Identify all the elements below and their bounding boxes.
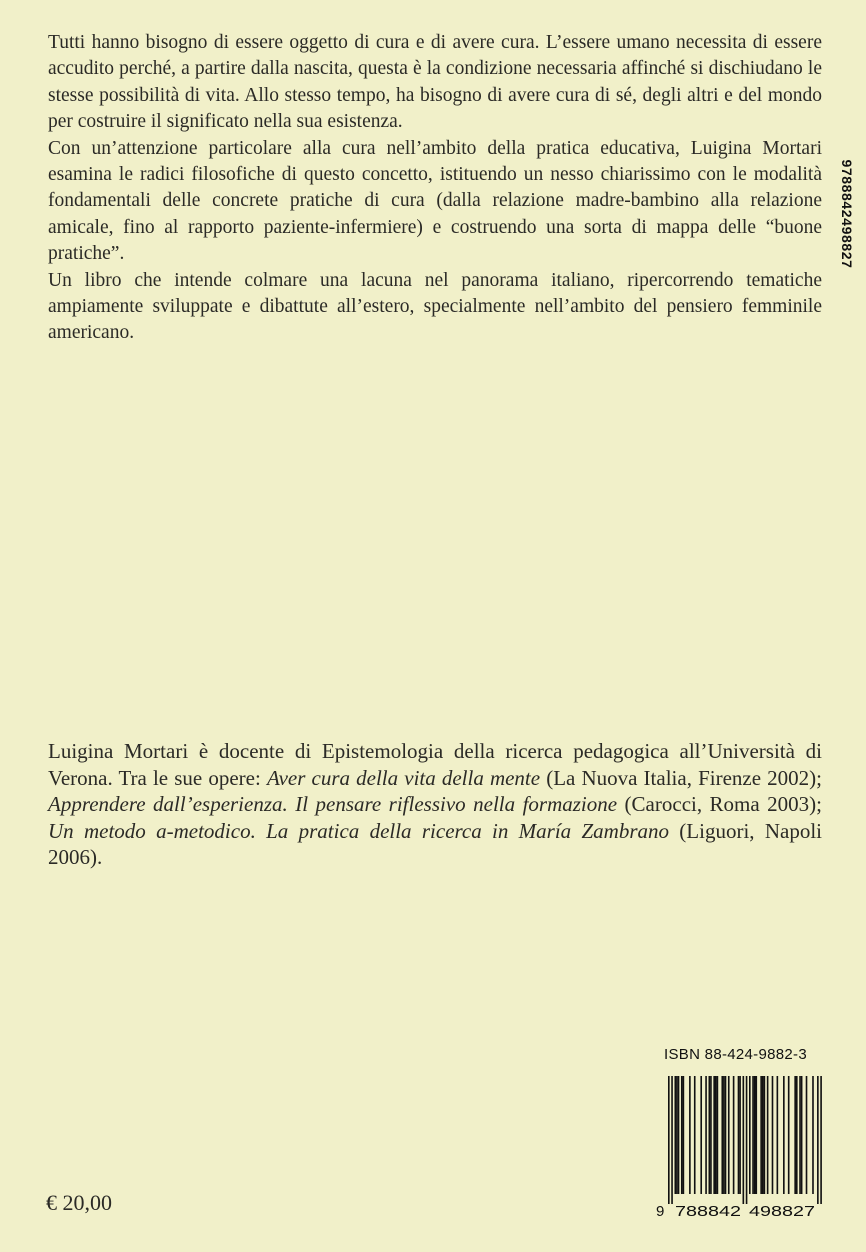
barcode-bar	[713, 1076, 715, 1194]
barcode-bar	[764, 1076, 766, 1194]
barcode-bar	[749, 1076, 751, 1194]
barcode-bar	[681, 1076, 683, 1194]
barcode-bar	[783, 1076, 785, 1194]
barcode-bar	[820, 1076, 822, 1204]
vertical-isbn	[840, 148, 854, 280]
barcode-bar	[739, 1076, 741, 1194]
barcode-bar	[683, 1076, 685, 1194]
barcode-bar	[752, 1076, 754, 1194]
blurb-paragraph: Con un’attenzione particolare alla cura nell’ambito della pratica educativa, Luigina Mortari esamina le radici filosofiche di questo concetto, istituendo un nesso chiarissimo con le modalità fondamentali delle concrete pratiche di cura (dalla relazione madre-bambino alla relazione amicale, fino al rapporto paziente-infermiere) e costruendo una sorta di mappa delle “buone pratiche”.	[48, 137, 822, 265]
barcode-bar	[723, 1076, 725, 1194]
barcode-bar	[733, 1076, 735, 1194]
barcode-bar	[674, 1076, 676, 1194]
barcode-bar	[676, 1076, 678, 1194]
barcode-right-digits: 498827	[749, 1203, 815, 1220]
work-title: Apprendere dall’esperienza. Il pensare riflessivo nella formazione	[48, 792, 618, 816]
author-bio-text: (La Nuova Italia, Firenze 2002);	[540, 765, 822, 790]
barcode-bar	[678, 1076, 680, 1194]
barcode-bar	[777, 1076, 779, 1194]
barcode-bar	[796, 1076, 798, 1194]
barcode-bar	[746, 1076, 748, 1204]
blurb-paragraph: Tutti hanno bisogno di essere oggetto di cura e di avere cura. L’essere umano necessita di essere accudito perché, a partire dalla nascita, questa è la condizione necessaria affinché si dischiudano le stesse possibilità di vita. Allo stesso tempo, ha bisogno di avere cura di sé, degli altri e del mondo per costruire il significato nella sua esistenza.	[48, 32, 822, 133]
barcode-bar	[671, 1076, 673, 1204]
barcode-bar	[762, 1076, 764, 1194]
barcode-bar	[754, 1076, 756, 1194]
barcode-bar	[725, 1076, 727, 1194]
vertical-isbn-text: 9788842498827	[839, 159, 855, 269]
work-title: Un metodo a-metodico. La pratica della ricerca in María Zambrano	[48, 818, 669, 843]
author-bio-text: Luigina Mortari è docente di Epistemologia della ricerca pedagogica all’Università di Verona. Tra le sue opere:	[48, 739, 822, 790]
blurb-paragraph: Un libro che intende colmare una lacuna nel panorama italiano, ripercorrendo tematiche ampiamente sviluppate e dibattute all’estero, specialmente nell’ambito del pensiero femminile americano.	[48, 269, 822, 344]
barcode-bar	[710, 1076, 712, 1194]
barcode-bars	[668, 1076, 822, 1204]
barcode-bar	[715, 1076, 717, 1194]
barcode-bar	[794, 1076, 796, 1194]
barcode-bar	[700, 1076, 702, 1194]
barcode-bar	[767, 1076, 769, 1194]
barcode-bar	[709, 1076, 711, 1194]
barcode-bar	[788, 1076, 790, 1194]
back-cover-blurb	[48, 30, 822, 347]
barcode-bar	[728, 1076, 730, 1194]
barcode-bar	[743, 1076, 745, 1204]
author-bio-text: (Liguori, Napoli 2006).	[48, 818, 822, 869]
barcode-bar	[799, 1076, 801, 1194]
barcode-bar	[717, 1076, 719, 1194]
barcode-bar	[738, 1076, 740, 1194]
barcode-bar	[817, 1076, 819, 1204]
barcode-left-digits: 788842	[675, 1203, 741, 1220]
isbn-label: ISBN 88-424-9882-3	[664, 1046, 807, 1063]
barcode-bar	[772, 1076, 774, 1194]
barcode-bar	[755, 1076, 757, 1194]
work-title: Aver cura della vita della mente	[266, 765, 541, 790]
ean-barcode	[652, 1074, 828, 1222]
barcode-bar	[812, 1076, 814, 1194]
barcode-bar	[668, 1076, 670, 1204]
barcode-bar	[801, 1076, 803, 1194]
barcode-bar	[694, 1076, 696, 1194]
author-bio	[48, 738, 822, 871]
barcode-bar	[689, 1076, 691, 1194]
barcode-bar	[806, 1076, 808, 1194]
price: € 20,00	[46, 1190, 112, 1215]
barcode-bar	[705, 1076, 707, 1194]
barcode-bar	[721, 1076, 723, 1194]
author-bio-text: (Carocci, Roma 2003);	[617, 792, 823, 816]
barcode-bar	[760, 1076, 762, 1194]
barcode-first-digit: 9	[656, 1203, 665, 1220]
